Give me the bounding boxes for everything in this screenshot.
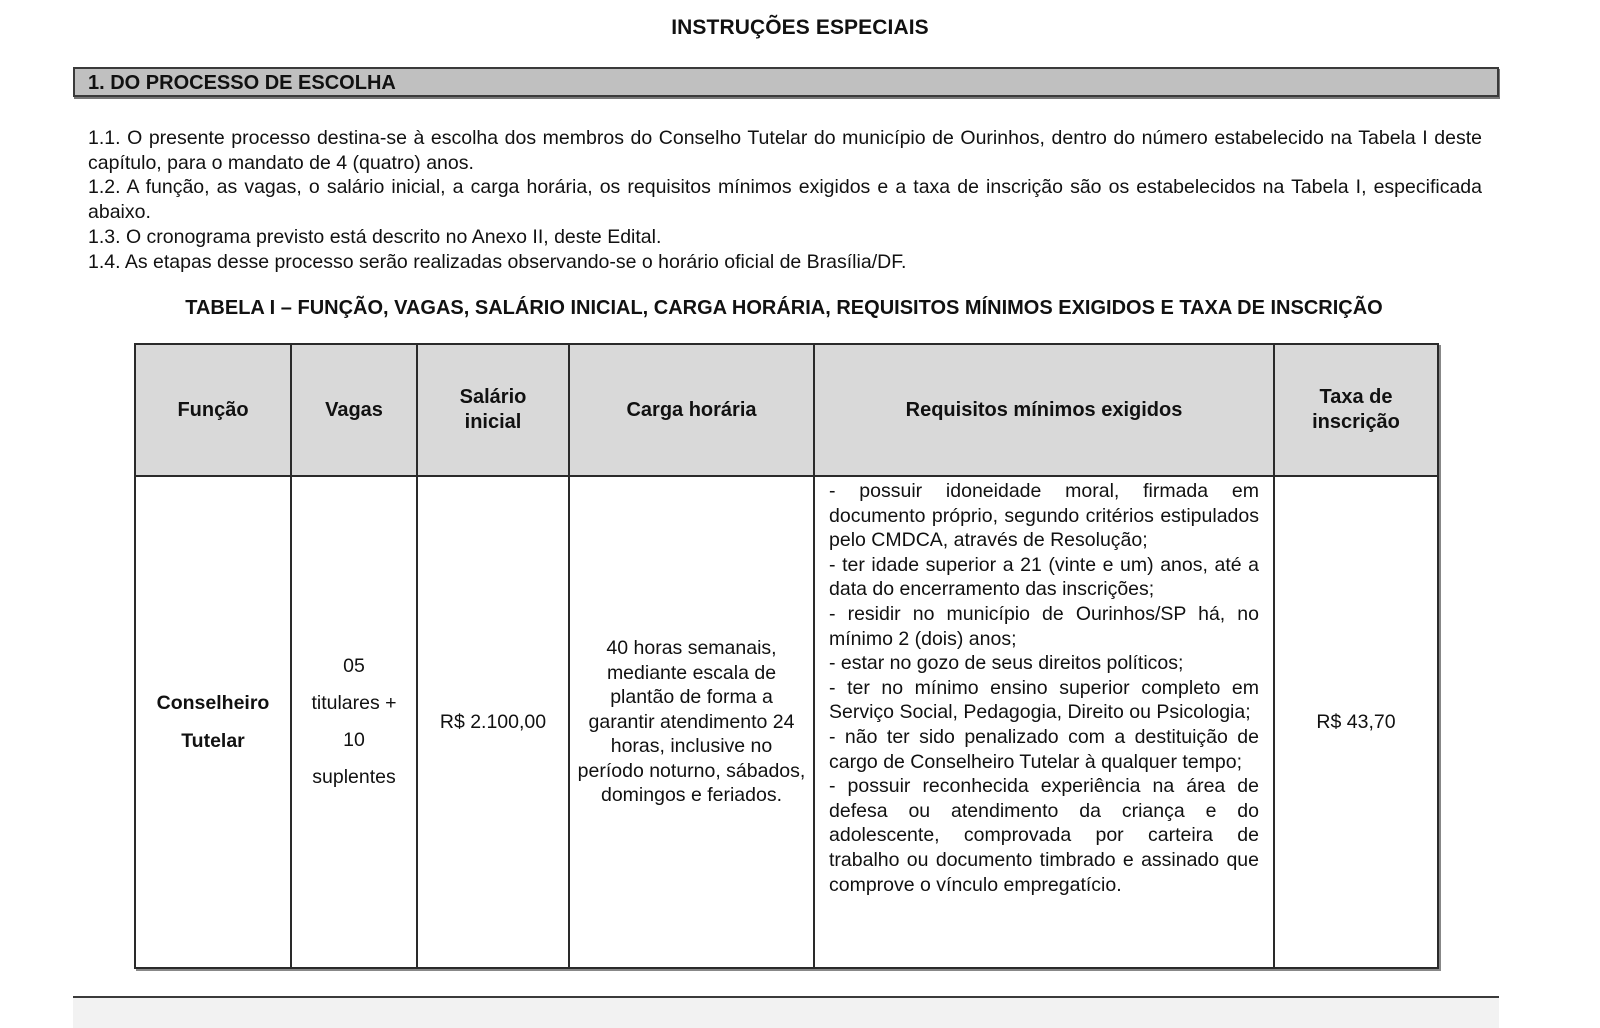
- requirements-table: [134, 343, 1439, 969]
- section-heading: 1. DO PROCESSO DE ESCOLHA: [88, 72, 396, 94]
- cell-funcao: [135, 476, 291, 968]
- table-row: [135, 476, 1438, 968]
- header-carga: Carga horária: [569, 344, 814, 476]
- paragraph-1-3: 1.3. O cronograma previsto está descrito no Anexo II, deste Edital.: [88, 225, 662, 248]
- funcao-line1: Conselheiro: [156, 692, 270, 714]
- header-salario-line1: Salário: [459, 386, 527, 408]
- header-requisitos: Requisitos mínimos exigidos: [814, 344, 1274, 476]
- header-salario: [417, 344, 569, 476]
- cell-carga-horaria: 40 horas semanais, mediante escala de plantão de forma a garantir atendimento 24 horas, inclusive no período noturno, sábados, domingos e feriados.: [569, 476, 814, 968]
- cell-vagas: [291, 476, 417, 968]
- vagas-line: 05: [343, 655, 365, 677]
- vagas-line: suplentes: [312, 766, 396, 788]
- paragraph-1-2: 1.2. A função, as vagas, o salário inicial, a carga horária, os requisitos mínimos exigidos e a taxa de inscrição são os estabelecidos na Tabela I, especificada abaixo.: [88, 176, 1482, 224]
- section-paragraphs: [88, 126, 1482, 274]
- document-title: INSTRUÇÕES ESPECIAIS: [671, 16, 929, 39]
- cell-taxa: R$ 43,70: [1274, 476, 1438, 968]
- header-vagas: Vagas: [291, 344, 417, 476]
- header-taxa-line2: inscrição: [1312, 411, 1400, 433]
- requisito-item: - estar no gozo de seus direitos políticos;: [829, 652, 1184, 675]
- requisito-item: - ter idade superior a 21 (vinte e um) anos, até a data do encerramento das inscrições;: [829, 553, 1259, 601]
- table-title: TABELA I – FUNÇÃO, VAGAS, SALÁRIO INICIAL, CARGA HORÁRIA, REQUISITOS MÍNIMOS EXIGIDOS E TAXA DE INSCRIÇÃO: [185, 297, 1383, 319]
- requisito-item: - não ter sido penalizado com a destituição de cargo de Conselheiro Tutelar à qualquer tempo;: [829, 725, 1259, 773]
- funcao-line2: Tutelar: [181, 730, 245, 752]
- requisito-item: - possuir idoneidade moral, firmada em documento próprio, segundo critérios estipulados pelo CMDCA, através de Resolução;: [829, 480, 1259, 552]
- header-taxa: [1274, 344, 1438, 476]
- cell-requisitos: [814, 476, 1274, 968]
- header-taxa-line1: Taxa de: [1319, 386, 1393, 408]
- section-heading-bar: [73, 67, 1499, 97]
- requisito-item: - ter no mínimo ensino superior completo em Serviço Social, Pedagogia, Direito ou Psicologia;: [829, 676, 1259, 724]
- cell-salario: R$ 2.100,00: [417, 476, 569, 968]
- requisito-item: - residir no município de Ourinhos/SP há, no mínimo 2 (dois) anos;: [829, 602, 1259, 650]
- paragraph-1-1: 1.1. O presente processo destina-se à escolha dos membros do Conselho Tutelar do município de Ourinhos, dentro do número estabelecido na Tabela I deste capítulo, para o mandato de 4 (quatro) anos.: [88, 127, 1482, 174]
- requisito-item: - possuir reconhecida experiência na área de defesa ou atendimento da criança e do adolescente, comprovada por carteira de trabalho ou documento timbrado e assinado que comprove o vínculo empregatício.: [829, 775, 1259, 896]
- table-header-row: [135, 344, 1438, 476]
- vagas-line: titulares +: [311, 692, 397, 714]
- vagas-line: 10: [343, 729, 365, 751]
- header-funcao: Função: [135, 344, 291, 476]
- header-salario-line2: inicial: [464, 411, 522, 433]
- paragraph-1-4: 1.4. As etapas desse processo serão realizadas observando-se o horário oficial de Brasília/DF.: [88, 250, 907, 273]
- next-section-bar: [73, 996, 1499, 1028]
